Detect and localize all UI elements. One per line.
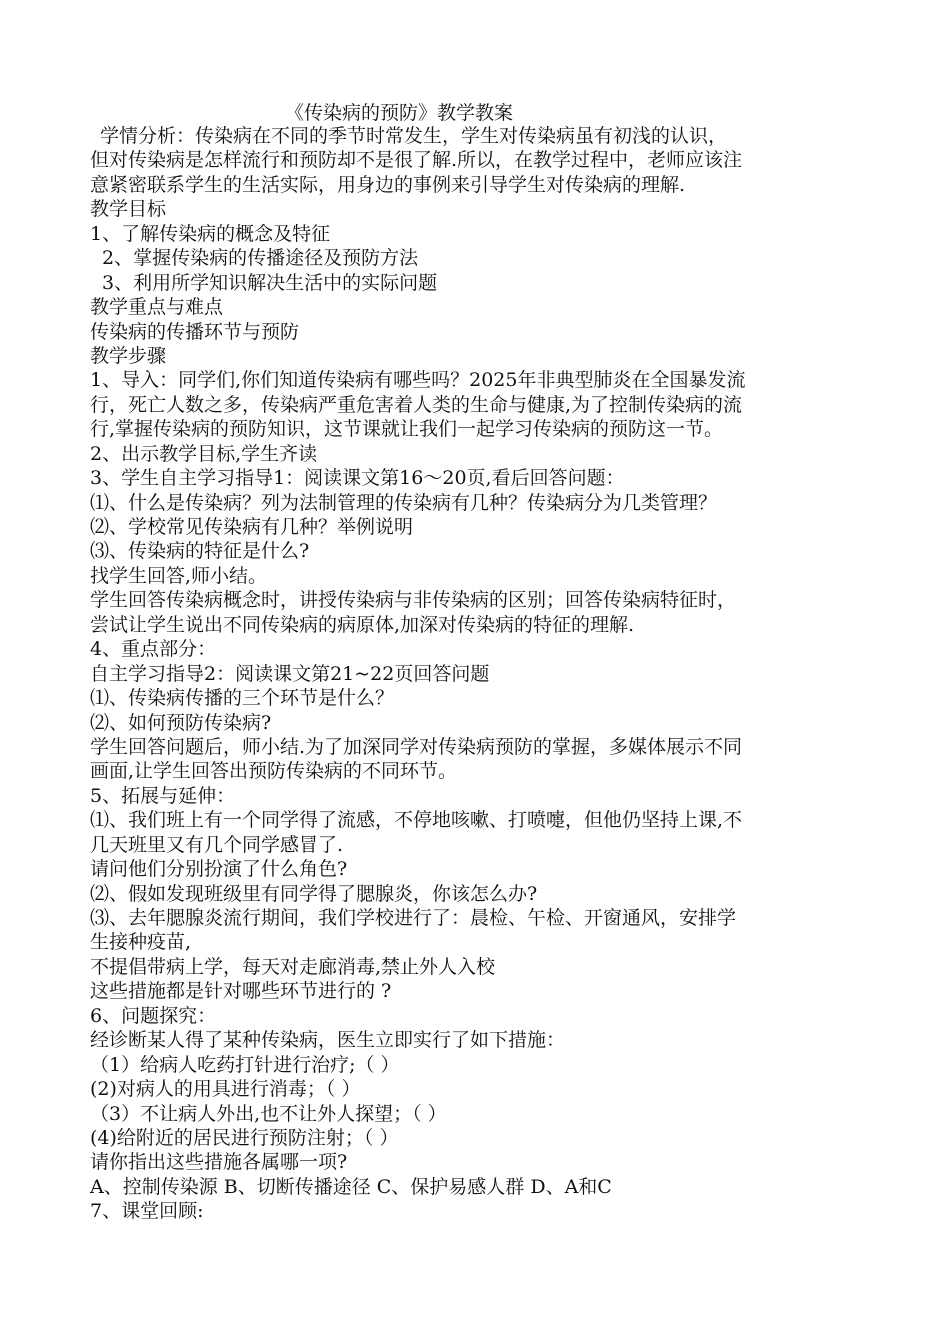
list-item: 2、掌握传染病的传播途径及预防方法: [102, 247, 419, 270]
text-line: 学情分析：传染病在不同的季节时常发生，学生对传染病虽有初浅的认识，: [100, 125, 728, 147]
measure-item: （1）给病人吃药打针进行治疗;（ ）: [90, 1053, 400, 1076]
text-line: 学生回答问题后，师小结.为了加深同学对传染病预防的掌握，多媒体展示不同: [90, 735, 743, 758]
text-line: 1、导入：同学们,你们知道传染病有哪些吗？2025年非典型肺炎在全国暴发流: [90, 369, 746, 392]
question-item: ⑶、去年腮腺炎流行期间，我们学校进行了：晨检、午检、开窗通风，安排学: [90, 907, 737, 929]
text-line: 意紧密联系学生的生活实际，用身边的事例来引导学生对传染病的理解.: [90, 173, 686, 196]
text-line: 2、出示教学目标,学生齐读: [90, 442, 318, 465]
text-line: 请你指出这些措施各属哪一项?: [90, 1151, 348, 1174]
question-item: ⑵、学校常见传染病有几种？举例说明: [90, 516, 414, 538]
question-item: ⑴、我们班上有一个同学得了流感，不停地咳嗽、打喷嚏，但他仍坚持上课,不: [90, 809, 743, 832]
text-line: 传染病的传播环节与预防: [90, 320, 300, 343]
section-heading: 教学目标: [90, 198, 167, 221]
section-heading: 教学重点与难点: [90, 296, 224, 319]
measure-item: (4)给附近的居民进行预防注射；（ ）: [90, 1126, 399, 1149]
answer-options: A、控制传染源 B、切断传播途径 C、保护易感人群 D、A和C: [90, 1175, 612, 1198]
text-line: 学生回答传染病概念时，讲授传染病与非传染病的区别；回答传染病特征时，: [90, 589, 737, 612]
measure-item: (2)对病人的用具进行消毒；（ ）: [90, 1078, 361, 1101]
document-body: [90, 124, 870, 1224]
measure-item: （3）不让病人外出,也不让外人探望；（ ）: [90, 1102, 447, 1125]
text-line: 画面,让学生回答出预防传染病的不同环节。: [90, 760, 458, 783]
text-line: 3、学生自主学习指导1：阅读课文第16～20页,看后回答问题：: [90, 467, 625, 490]
text-line: 自主学习指导2：阅读课文第21~22页回答问题: [90, 662, 490, 685]
list-item: 3、利用所学知识解决生活中的实际问题: [102, 271, 438, 294]
section-heading: 5、拓展与延伸：: [90, 784, 236, 807]
text-line: 生接种疫苗,: [90, 931, 192, 954]
text-line: 几天班里又有几个同学感冒了.: [90, 833, 344, 856]
section-heading: 教学步骤: [90, 344, 167, 367]
question-item: ⑴、传染病传播的三个环节是什么？: [90, 687, 395, 710]
section-heading: 4、重点部分：: [90, 638, 217, 661]
list-item: 1、了解传染病的概念及特征: [90, 222, 331, 245]
question-item: ⑶、传染病的特征是什么?: [90, 540, 310, 563]
question-item: ⑵、如何预防传染病?: [90, 711, 272, 734]
section-heading: 7、课堂回顾:: [90, 1200, 204, 1223]
text-line: 行,掌握传染病的预防知识，这节课就让我们一起学习传染病的预防这一节。: [90, 418, 724, 441]
text-line: 经诊断某人得了某种传染病，医生立即实行了如下措施：: [90, 1029, 566, 1052]
text-line: 这些措施都是针对哪些环节进行的 ?: [90, 980, 392, 1003]
question-item: ⑴、什么是传染病？列为法制管理的传染病有几种？传染病分为几类管理？: [90, 491, 718, 514]
text-line: 找学生回答,师小结。: [90, 564, 268, 587]
text-line: 尝试让学生说出不同传染病的病原体,加深对传染病的特征的理解.: [90, 613, 635, 636]
question-item: ⑵、假如发现班级里有同学得了腮腺炎，你该怎么办?: [90, 882, 538, 905]
document-title: 《传染病的预防》教学教案: [285, 102, 514, 124]
text-line: 但对传染病是怎样流行和预防却不是很了解.所以，在教学过程中，老师应该注: [90, 149, 743, 172]
text-line: 行，死亡人数之多，传染病严重危害着人类的生命与健康,为了控制传染病的流: [90, 393, 743, 416]
text-line: 请问他们分别扮演了什么角色?: [90, 858, 348, 881]
section-heading: 6、问题探究：: [90, 1004, 217, 1027]
text-line: 不提倡带病上学，每天对走廊消毒,禁止外人入校: [90, 955, 496, 978]
